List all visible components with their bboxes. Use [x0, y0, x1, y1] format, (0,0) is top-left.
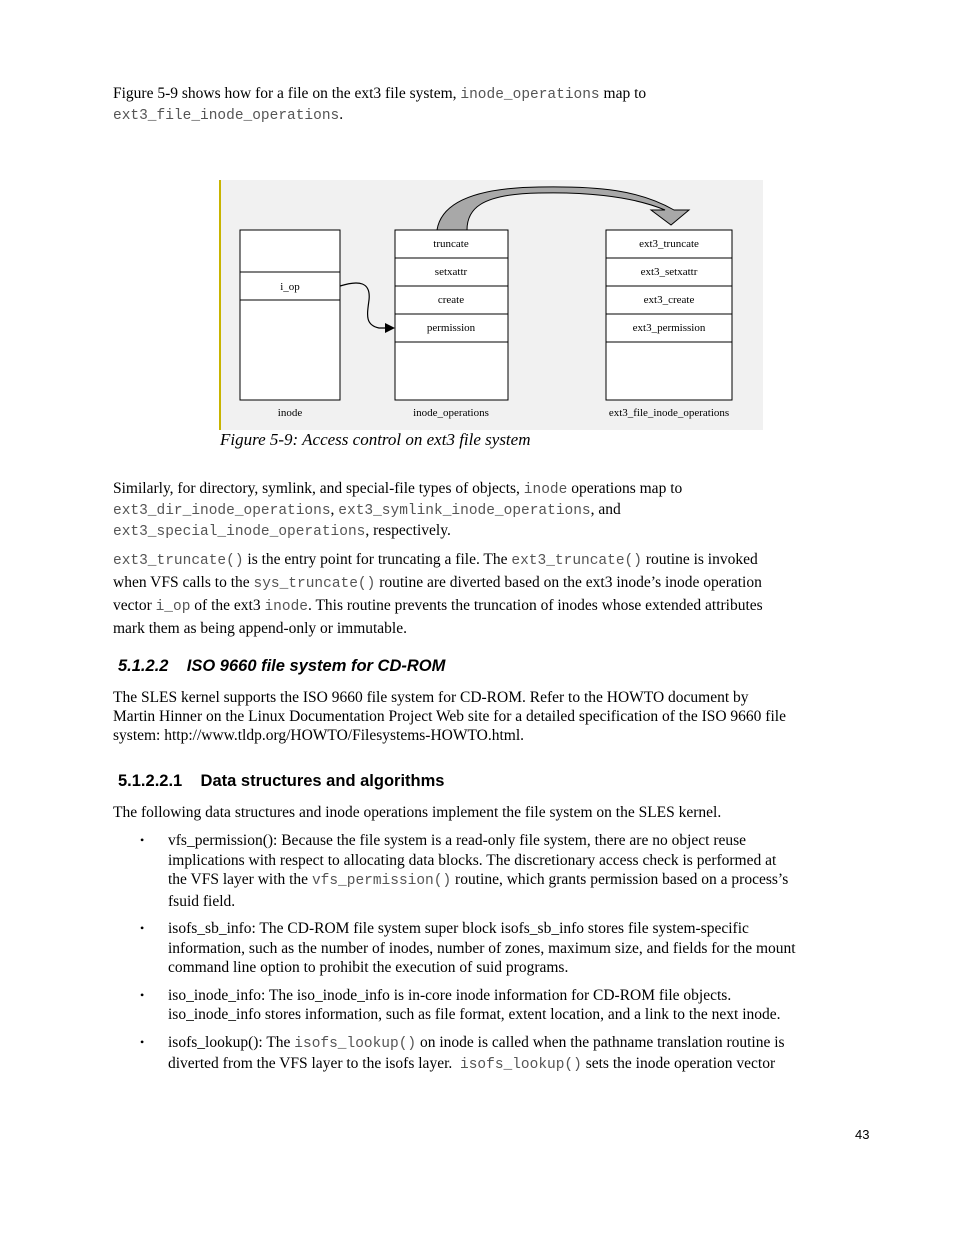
- bullet-line: command line option to prohibit the execution of suid programs.: [168, 959, 569, 976]
- ds-intro: [113, 803, 883, 823]
- bullet-line: iso_inode_info stores information, such as file format, extent location, and a link to the next inode.: [168, 1006, 781, 1023]
- inode-box: [240, 230, 340, 419]
- op-truncate: truncate: [433, 238, 469, 250]
- para-text: of the ext3: [190, 597, 265, 614]
- bullet-icon: •: [140, 833, 145, 847]
- inode-iop-label: i_op: [280, 281, 300, 293]
- ext3-op-setxattr: ext3_setxattr: [640, 266, 698, 278]
- ext3-op-permission: ext3_permission: [632, 322, 706, 334]
- bullet-text: diverted from the VFS layer to the isofs layer.: [168, 1055, 461, 1072]
- para-text: , and: [590, 501, 621, 518]
- para-line: Martin Hinner on the Linux Documentation Project Web site for a detailed specification of the ISO 9660 file: [113, 708, 786, 725]
- bullet-line: fsuid field.: [168, 892, 236, 910]
- inode-operations-caption: inode_operations: [413, 407, 489, 419]
- code-ext3-special-inode-operations: ext3_special_inode_operations: [113, 524, 366, 540]
- bullet-line: isofs_sb_info: The CD-ROM file system super block isofs_sb_info stores file system-specific: [168, 920, 749, 937]
- bullet-text: sets the inode operation vector: [581, 1055, 776, 1072]
- para-text: when VFS calls to the: [113, 574, 254, 591]
- bullet-line: [168, 1033, 870, 1055]
- bullet-line: iso_inode_info: The iso_inode_info is in-core inode information for CD-ROM file objects.: [168, 986, 732, 1004]
- ext3-operations-box: [606, 230, 732, 419]
- code-ext3-dir-inode-operations: ext3_dir_inode_operations: [113, 503, 331, 519]
- para-text: is the entry point for truncating a file. The: [243, 551, 512, 568]
- diagram-svg: [219, 180, 763, 430]
- list-item: [140, 986, 870, 1025]
- inode-operations-box: [395, 230, 508, 419]
- code-inode: inode: [523, 482, 568, 498]
- code-ext3-file-inode-operations: ext3_file_inode_operations: [113, 108, 340, 124]
- intro-paragraph: [113, 84, 873, 126]
- code-ext3-truncate: ext3_truncate(): [511, 553, 642, 569]
- intro-text: map to: [599, 85, 647, 102]
- list-item: [140, 831, 870, 911]
- list-item: [140, 1033, 870, 1076]
- section-heading-iso9660: 5.1.2.2 ISO 9660 file system for CD-ROM: [118, 657, 446, 675]
- bullet-line: vfs_permission(): Because the file system is a read-only file system, there are no object reuse: [168, 832, 747, 849]
- bullet-line: information, such as the number of inodes, number of zones, maximum size, and fields for the mount: [168, 939, 796, 957]
- intro-text: Figure 5-9 shows how for a file on the ext3 file system,: [113, 85, 461, 102]
- similarly-paragraph: [113, 479, 873, 542]
- list-item: [140, 919, 870, 978]
- bullet-text: on inode is called when the pathname translation routine is: [416, 1033, 785, 1051]
- bullet-line: [168, 870, 870, 892]
- para-text: routine is invoked: [641, 551, 758, 568]
- page-number: 43: [855, 1127, 870, 1142]
- code-i-op: i_op: [155, 599, 191, 615]
- iso-paragraph: [113, 688, 883, 745]
- code-inode: inode: [264, 599, 308, 615]
- bullet-line: [168, 1054, 870, 1076]
- op-permission: permission: [426, 322, 476, 334]
- para-text: , respectively.: [365, 522, 451, 539]
- code-isofs-lookup: isofs_lookup(): [294, 1035, 417, 1052]
- para-line: The SLES kernel supports the ISO 9660 file system for CD-ROM. Refer to the HOWTO document by: [113, 689, 749, 706]
- figure-caption: Figure 5-9: Access control on ext3 file system: [220, 430, 531, 449]
- code-ext3-symlink-inode-operations: ext3_symlink_inode_operations: [338, 503, 591, 519]
- para-text: routine are diverted based on the ext3 inode’s inode operation: [375, 574, 762, 591]
- bullet-text: the VFS layer with the: [168, 871, 312, 888]
- para-line: The following data structures and inode operations implement the file system on the SLES kernel.: [113, 804, 722, 821]
- code-isofs-lookup: isofs_lookup(): [460, 1057, 582, 1073]
- para-text: operations map to: [567, 480, 683, 497]
- ext3-op-truncate: ext3_truncate: [639, 238, 699, 250]
- code-vfs-permission: vfs_permission(): [311, 873, 452, 889]
- bullet-text: routine, which grants permission based on a process’s: [451, 871, 789, 888]
- para-line: system: http://www.tldp.org/HOWTO/Filesystems-HOWTO.html.: [113, 727, 525, 744]
- bullet-icon: •: [140, 1034, 145, 1049]
- figure-diagram: [219, 180, 763, 430]
- bullet-list: [140, 831, 870, 1084]
- para-text: Similarly, for directory, symlink, and special-file types of objects,: [113, 480, 524, 497]
- para-text: mark them as being append-only or immutable.: [113, 620, 407, 637]
- op-setxattr: setxattr: [434, 266, 468, 278]
- bullet-icon: •: [140, 987, 145, 1002]
- op-create: create: [437, 294, 465, 306]
- code-inode-operations: inode_operations: [460, 87, 600, 103]
- para-text: vector: [113, 597, 156, 614]
- para-text: . This routine prevents the truncation of inodes whose extended attributes: [307, 597, 763, 614]
- section-heading-data-structures: 5.1.2.2.1 Data structures and algorithms: [118, 772, 445, 790]
- para-text: ,: [330, 501, 339, 518]
- intro-text: .: [339, 106, 344, 123]
- code-sys-truncate: sys_truncate(): [253, 576, 376, 592]
- bullet-line: implications with respect to allocating data blocks. The discretionary access check is performed at: [168, 851, 777, 869]
- truncate-paragraph: [113, 549, 883, 639]
- bullet-text: isofs_lookup(): The: [168, 1033, 295, 1051]
- ext3-operations-caption: ext3_file_inode_operations: [608, 407, 730, 419]
- bullet-icon: •: [140, 921, 145, 935]
- ext3-op-create: ext3_create: [643, 294, 695, 306]
- code-ext3-truncate: ext3_truncate(): [113, 553, 244, 569]
- inode-caption: inode: [277, 407, 303, 419]
